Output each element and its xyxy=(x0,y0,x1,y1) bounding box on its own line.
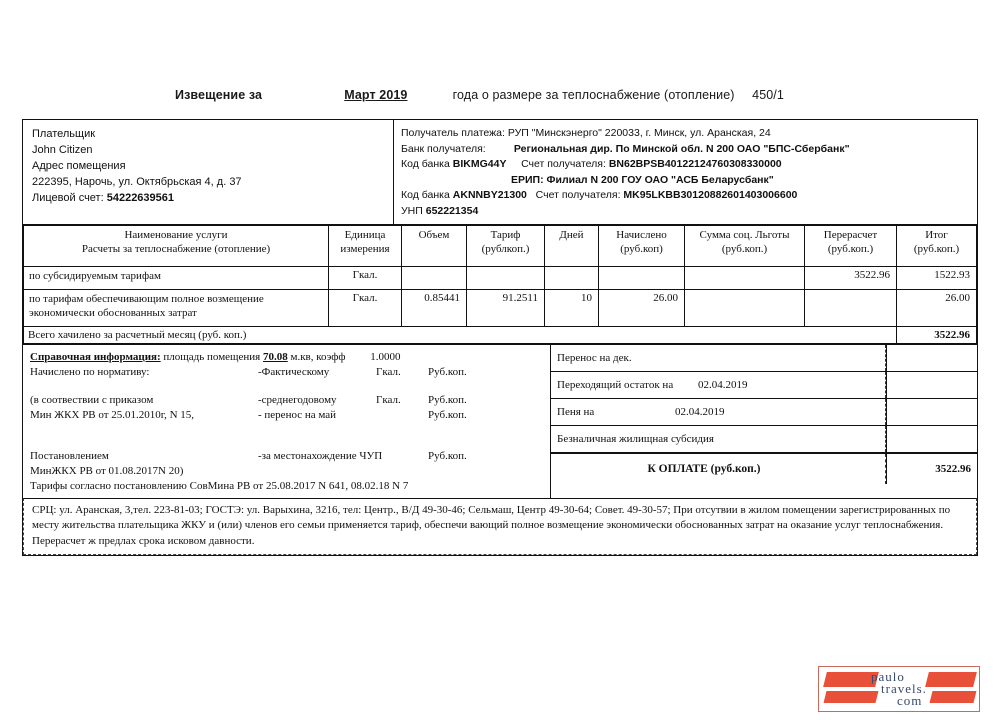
carryover-label xyxy=(551,350,885,366)
ref-c4: Руб.коп. xyxy=(428,393,467,406)
reference-area-value: 70.08 xyxy=(262,350,288,363)
ref-c1: Начислено по нормативу: xyxy=(30,365,150,378)
th-unit-l1: Единица xyxy=(344,228,386,241)
page-title xyxy=(175,88,784,102)
th-volume: Объем xyxy=(402,225,467,266)
cell-charged xyxy=(599,266,685,289)
cell-unit: Гкал. xyxy=(329,289,402,326)
cell-service: по субсидируемым тарифам xyxy=(24,266,329,289)
reference-header-line xyxy=(30,350,544,365)
payee-bank-row xyxy=(401,142,971,158)
ref-c4: Руб.коп. xyxy=(428,449,467,462)
table-row xyxy=(24,266,977,289)
cell-volume: 0.85441 xyxy=(402,289,467,326)
th-recalc-l2: (руб.коп.) xyxy=(827,243,874,256)
ref-c2: -за местонахождение ЧУП xyxy=(258,449,383,462)
payee-bank-label: Банк получателя: xyxy=(401,142,486,155)
table-row xyxy=(24,289,977,326)
carryover-row xyxy=(551,372,977,399)
payee-bankcode2-row xyxy=(401,188,971,204)
cell-benefit xyxy=(685,266,805,289)
payee-bankcode2-label: Код банка xyxy=(401,189,450,202)
th-recalc xyxy=(805,225,897,266)
th-days: Дней xyxy=(545,225,599,266)
th-charged-l1: Начислено xyxy=(616,228,667,241)
th-charged-l2: (руб.коп) xyxy=(620,243,663,256)
payee-account-label: Счет получателя: xyxy=(521,158,606,171)
payer-address: 222395, Нарочь, ул. Октябрьская 4, д. 37 xyxy=(32,176,242,188)
invoice-document xyxy=(22,119,978,556)
payee-bankcode-label: Код банка xyxy=(401,158,450,171)
ref-c1: (в соотвествии с приказом xyxy=(30,393,154,406)
payer-label: Плательщик xyxy=(32,128,96,140)
cell-days: 10 xyxy=(545,289,599,326)
ref-c3: Гкал. xyxy=(376,393,401,406)
th-service xyxy=(24,225,329,266)
th-charged xyxy=(599,225,685,266)
carryover-label-text: Безналичная жилищная субсидия xyxy=(557,432,714,445)
carryover-label xyxy=(551,431,885,447)
carryover-label-text: Перенос на дек. xyxy=(557,351,632,364)
services-table xyxy=(23,225,977,344)
cell-recalc: 3522.96 xyxy=(805,266,897,289)
th-benefit-l1: Сумма соц. Льготы xyxy=(699,228,790,241)
payee-erip-row xyxy=(401,173,971,189)
reference-area-unit: м.кв, xyxy=(290,350,314,363)
total-label: Всего хачилено за расчетный месяц (руб. коп.) xyxy=(24,326,897,343)
carryover-label-text: Переходящий остаток на xyxy=(557,378,674,391)
carryover-date: 02.04.2019 xyxy=(675,405,725,418)
reference-spacer xyxy=(30,436,544,449)
cell-benefit xyxy=(685,289,805,326)
title-prefix: Извещение за xyxy=(175,88,263,102)
cell-days xyxy=(545,266,599,289)
logo-line-1: paulo xyxy=(871,669,905,684)
reference-header: Справочная информация: xyxy=(30,350,161,363)
reference-footer-1: МинЖКХ РВ от 01.08.2017N 20) xyxy=(30,464,184,477)
payer-address-label: Адрес помещения xyxy=(32,160,126,172)
ref-c1: Постановлением xyxy=(30,449,109,462)
reference-coeff-value: 1.0000 xyxy=(370,350,401,363)
payee-account2-value: MK95LKBB30120882601403006600 xyxy=(623,189,798,202)
ref-c1: Мин ЖКХ РВ от 25.01.2010г, N 15, xyxy=(30,408,195,421)
payee-recipient-row xyxy=(401,126,971,142)
table-total-row xyxy=(24,326,977,343)
parties-block xyxy=(23,120,977,225)
reference-line xyxy=(30,393,544,408)
payee-bank-value: Региональная дир. По Минской обл. N 200 ОАО "БПС-Сбербанк" xyxy=(513,142,850,155)
logo-line-3: com xyxy=(897,693,923,708)
amount-due-value: 3522.96 xyxy=(886,454,977,484)
th-recalc-l1: Перерасчет xyxy=(823,228,878,241)
total-value: 3522.96 xyxy=(897,326,977,343)
carryover-row xyxy=(551,345,977,372)
ref-c2: - перенос на май xyxy=(258,408,337,421)
document-number: 450/1 xyxy=(752,88,784,102)
payee-account2-label: Счет получателя: xyxy=(535,189,621,202)
payee-account-value: BN62BPSB40122124760308330000 xyxy=(608,158,782,171)
th-service-l1: Наименование услуги xyxy=(124,228,228,241)
logo-bar-icon xyxy=(925,672,977,687)
th-total-l2: (руб.коп.) xyxy=(913,243,960,256)
ref-c2: -Фактическому xyxy=(258,365,330,378)
title-tail: года о размере за теплоснабжение (отопление) xyxy=(452,88,735,102)
carryover-row xyxy=(551,426,977,453)
logo-line-2: travels. xyxy=(881,681,927,696)
reference-coeff-label: коэфф xyxy=(316,350,346,363)
cell-total: 1522.93 xyxy=(897,266,977,289)
payee-unp-label: УНП xyxy=(401,204,423,217)
th-total-l1: Итог xyxy=(925,228,948,241)
carryover-block xyxy=(551,345,977,498)
lower-block xyxy=(23,344,977,498)
cell-tariff: 91.2511 xyxy=(467,289,545,326)
reference-footer-2: Тарифы согласно постановлению СовМина РВ от 25.08.2017 N 641, 08.02.18 N 7 xyxy=(30,479,409,492)
payer-block xyxy=(23,120,394,224)
payee-recipient-label: Получатель платежа: xyxy=(401,127,505,139)
table-header-row xyxy=(24,225,977,266)
cell-total: 26.00 xyxy=(897,289,977,326)
reference-line xyxy=(30,365,544,380)
cell-charged: 26.00 xyxy=(599,289,685,326)
ref-c4: Руб.коп. xyxy=(428,365,467,378)
title-month: Март 2019 xyxy=(344,88,408,102)
th-tariff-l1: Тариф xyxy=(490,228,521,241)
cell-volume xyxy=(402,266,467,289)
cell-recalc xyxy=(805,289,897,326)
th-unit xyxy=(329,225,402,266)
footnote-text: СРЦ: ул. Аранская, 3,тел. 223-81-03; ГОСТЭ: ул. Варыхина, 3216, тел: Центр., В/Д 49-30-46; Сельмаш, Центр 49-30-64; Совет. 49-30-57; При отсутвии в жилом помещении зарегистрированных по месту жительства плательщика ЖКУ и (или) членов его семьи применяется тариф, обеспечи вающий полное возмещение экономически обоснованных затрат на оказание услуг теплоснабжения. Перерасчет ж предлах срока исковом давности. xyxy=(23,498,977,556)
payee-bankcode-row xyxy=(401,157,971,173)
ref-c4: Руб.коп. xyxy=(428,408,467,421)
carryover-label xyxy=(551,404,885,420)
carryover-label-text: Пеня на xyxy=(557,405,595,418)
th-service-l2: Расчеты за теплоснабжение (отопление) xyxy=(81,243,271,256)
amount-due-label: К ОПЛАТЕ (руб.коп.) xyxy=(647,462,761,475)
carryover-label xyxy=(551,377,885,393)
reference-line xyxy=(30,449,544,464)
carryover-value xyxy=(886,345,977,371)
carryover-date: 02.04.2019 xyxy=(697,378,748,391)
reference-info-block xyxy=(23,345,551,498)
payee-erip-label: ЕРИП: xyxy=(511,173,544,186)
payee-block xyxy=(394,120,977,224)
payee-unp-row xyxy=(401,204,971,220)
reference-line xyxy=(30,408,544,423)
cell-unit: Гкал. xyxy=(329,266,402,289)
th-tariff-l2: (рублкоп.) xyxy=(481,243,530,256)
payer-account-number: 54222639561 xyxy=(106,192,175,204)
th-unit-l2: измерения xyxy=(340,243,390,256)
cell-tariff xyxy=(467,266,545,289)
reference-spacer xyxy=(30,380,544,393)
logo-bar-icon xyxy=(930,691,977,703)
amount-due-row xyxy=(551,453,977,484)
ref-c2: -среднегодовому xyxy=(258,393,337,406)
reference-area-label: площадь помещения xyxy=(163,350,261,363)
th-total xyxy=(897,225,977,266)
cell-service: по тарифам обеспечивающим полное возмещение экономически обоснованных затрат xyxy=(24,289,329,326)
carryover-value xyxy=(886,426,977,452)
payee-erip-value: Филиал N 200 ГОУ ОАО "АСБ Беларусбанк" xyxy=(546,173,774,186)
carryover-row xyxy=(551,399,977,426)
payee-recipient-value: РУП "Минскэнерго" 220033, г. Минск, ул. Аранская, 24 xyxy=(507,127,771,139)
ref-c3: Гкал. xyxy=(376,365,401,378)
carryover-value xyxy=(886,372,977,398)
carryover-value xyxy=(886,399,977,425)
logo-bar-icon xyxy=(824,691,879,703)
reference-spacer xyxy=(30,423,544,436)
th-tariff xyxy=(467,225,545,266)
watermark-logo xyxy=(818,666,980,712)
th-benefit-l2: (руб.коп.) xyxy=(721,243,768,256)
payer-name: John Citizen xyxy=(32,144,93,156)
payer-account-label: Лицевой счет: xyxy=(32,192,104,204)
payer-account-row xyxy=(32,190,385,206)
payee-bankcode-value: BIKMG44Y xyxy=(452,158,507,171)
th-benefit xyxy=(685,225,805,266)
payee-bankcode2-value: AKNNBY21300 xyxy=(452,189,527,202)
payee-unp-value: 652221354 xyxy=(425,204,479,217)
